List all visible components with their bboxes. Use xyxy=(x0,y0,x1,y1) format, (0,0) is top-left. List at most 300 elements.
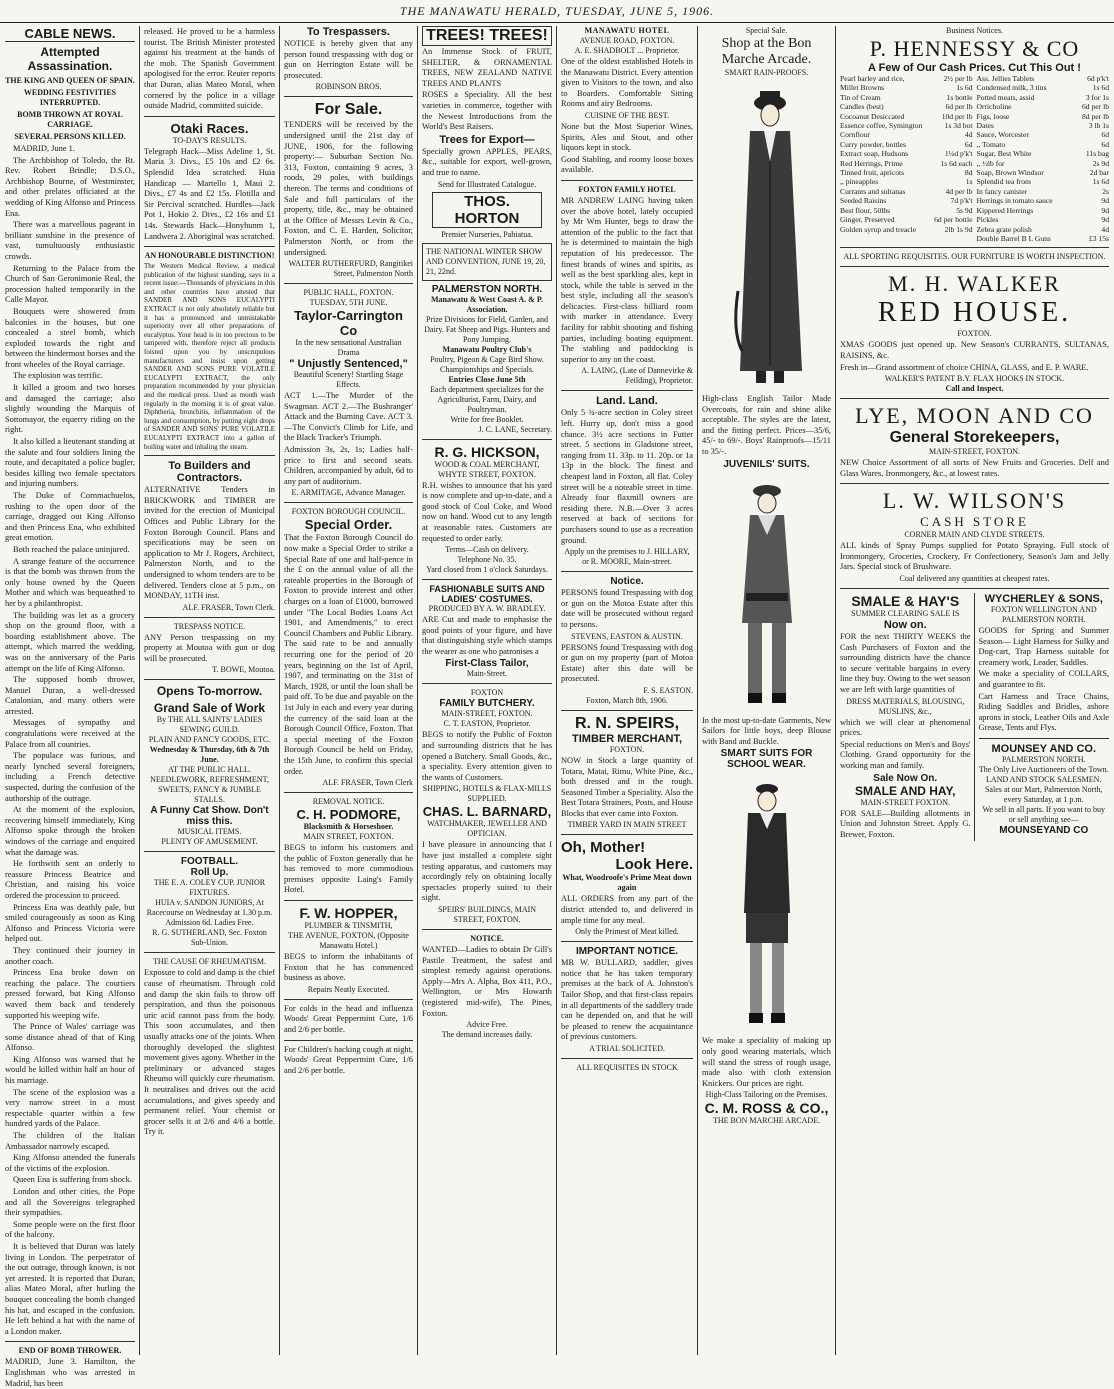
price-value: 3 lb 1s xyxy=(1088,121,1109,131)
paragraph: London and other cities, the Pope and all the Sovereigns telegraphed their sympathies. xyxy=(5,1187,135,1218)
paragraph: The scene of the explosion was a very narrow street in a most respectable quarter within a few hundred yards of the Palace. xyxy=(5,1087,135,1129)
sale-date: Wednesday & Thursday, 6th & 7th June. xyxy=(149,745,270,765)
price-item: Soap, Brown Windsor xyxy=(976,168,1044,178)
lye-address: MAIN-STREET, FOXTON. xyxy=(928,447,1021,457)
price-item: In fancy canister xyxy=(976,186,1028,196)
divider xyxy=(284,283,413,284)
business-notices: Business Notices. xyxy=(946,26,1003,35)
subhead: BOMB THROWN AT ROYAL CARRIAGE. xyxy=(17,110,123,129)
divider xyxy=(5,1341,135,1342)
price-row xyxy=(977,121,1110,130)
paragraph: The supposed bomb thrower, Manuel Duran, a well-dressed Catalonian, and many others were arrested. xyxy=(5,675,135,716)
paragraph: Some people were on the first floor of the balcony. xyxy=(5,1219,135,1240)
palmerston-north: PALMERSTON NORTH. xyxy=(431,283,543,295)
boy-in-sailor-suit-illustration xyxy=(722,473,812,713)
price-item: Orricholine xyxy=(976,102,1012,112)
price-value: 4d per lb xyxy=(945,186,973,196)
hickson-text: R.H. wishes to announce that his yard is now complete and up-to-date, and a good stock of Coal Coke, and Wood now on hand. Wood cut to any length at reasonable rates. Customers are requested to order early. xyxy=(422,480,552,543)
end-heading: END OF BOMB THROWER. xyxy=(18,1346,122,1356)
walker: M. H. WALKER xyxy=(888,271,1061,297)
price-value: 9d xyxy=(1101,196,1109,206)
for-sale-heading: For Sale. xyxy=(314,101,383,119)
drama-sub: In the new sensational Australian Drama xyxy=(295,338,402,358)
price-item: Red Herrings, Prime xyxy=(840,158,903,168)
column-rule xyxy=(279,26,280,1355)
divider xyxy=(840,247,1109,248)
price-value: £3 15s xyxy=(1088,233,1109,243)
public-hall: PUBLIC HALL, FOXTON. xyxy=(303,288,394,298)
main-street-foxton: MAIN-STREET FOXTON. xyxy=(860,797,950,807)
family-hotel-text: MR ANDREW LAING having taken over the above hotel, lately occupied by Mr Wm Hunter, begs to draw the attention of the public to the fact that he is determined to maintain the high reputation of his predecessor. The finest brands of wines and spirits, as well as the best sparkling ales, kept in stock, while the table is served in the best style, including all the season's delicacies. First-class billiard room with marker in attendance. Every facility for rabbit shooting and fishing parties, including boating equipment. The stabling and paddocking is superior to any on the coast. xyxy=(561,195,693,364)
paragraph: Princess Ena broke down on reaching the palace. The courtiers pressed forward, but King Alfonso waved them back and tenderely supported his weeping wife. xyxy=(5,968,135,1020)
easton: C. T. EASTON, Proprietor. xyxy=(443,719,531,729)
removal-notice: REMOVAL NOTICE. xyxy=(312,797,385,807)
poultry-text: Poultry, Pigeon & Cage Bird Show. Championships and Specials. xyxy=(430,354,544,374)
divider xyxy=(422,929,552,930)
cable-news-heading: CABLE NEWS. xyxy=(5,26,135,42)
price-item: Curry powder, bottles xyxy=(840,139,907,149)
special-sale: Special Sale. xyxy=(745,26,788,35)
masthead: THE MANAWATU HERALD, TUESDAY, JUNE 5, 1906. xyxy=(0,0,1114,23)
general-storekeepers: General Storekeepers, xyxy=(889,429,1060,447)
price-row xyxy=(840,93,973,102)
column-rule xyxy=(556,26,557,1355)
price-row xyxy=(977,149,1110,158)
opens-tomorrow: Opens To-morrow. xyxy=(156,684,263,699)
easton-sign: F. S. EASTON. xyxy=(643,685,693,695)
price-item: Condensed milk, 3 tins xyxy=(976,83,1047,93)
price-row xyxy=(840,206,973,215)
divider xyxy=(840,483,1109,484)
price-value: 6d xyxy=(1101,130,1109,140)
price-item: Cornflour xyxy=(840,130,870,140)
requisites: ALL REQUISITES IN STOCK xyxy=(576,1063,678,1072)
price-value: 4d xyxy=(964,130,973,140)
mounsey-address: PALMERSTON NORTH. xyxy=(1001,755,1086,764)
divider xyxy=(561,571,693,572)
divider xyxy=(979,738,1110,739)
price-row xyxy=(840,187,973,196)
acts: ACT 1.—The Murder of the Swagman. ACT 2.—The Bushranger' Attack and the Burning Cave. ACT 3.—The Convict's Climb for Life, and the Black Tracker's Triumph. xyxy=(284,391,413,443)
column-rule xyxy=(417,26,418,1355)
price-row xyxy=(840,74,973,83)
paragraph: The Archbishop of Toledo, the Rt. Rev. Robert Brindle; D.S.O., Archbishop Bourne, of Westminster, and other prelates officiated at the wedding of King Alfonso and Princess Ena. xyxy=(5,155,135,218)
price-row xyxy=(977,196,1110,205)
ap-association: Manawatu & West Coast A. & P. Association. xyxy=(430,294,543,314)
lane-sign: J. C. LANE, Secretary. xyxy=(478,424,552,434)
divider xyxy=(144,116,275,117)
price-value: 1¼d p'k't xyxy=(944,149,973,159)
butchery-text: BEGS to notify the Public of Foxton and surrounding districts that he has opened a Butchery. Small Goods, &c., a speciality. Every attention given to the wants of Customers. xyxy=(422,730,552,782)
call-inspect: Call and Inspect. xyxy=(945,384,1004,394)
poultry-club: Manawatu Poultry Club's xyxy=(442,344,532,354)
price-value: 8d xyxy=(964,168,973,178)
price-row xyxy=(977,83,1110,92)
first-class-tailor: First-Class Tailor, xyxy=(445,658,529,670)
notice-heading: NOTICE. xyxy=(470,934,504,943)
wycherley-mounsey-ads xyxy=(979,593,1110,841)
price-value: 1s 6d xyxy=(1092,177,1109,187)
speirs-buildings: SPEIRS' BUILDINGS, MAIN STREET, FOXTON. xyxy=(437,905,537,924)
price-row xyxy=(977,130,1110,139)
price-value: 9d xyxy=(1101,215,1109,225)
price-value: 6d per bottle xyxy=(934,215,973,225)
price-value: 10d per lb xyxy=(941,111,973,121)
price-item: Millet Browns xyxy=(840,83,885,93)
lye-text: NEW Choice Assortment of all sorts of New Fruits and Groceries. Delf and Glass Wares, Ironmongery, &c., at lowest rates. xyxy=(840,458,1109,478)
price-value: 2s 9d xyxy=(1092,158,1109,168)
price-value: 6d xyxy=(964,139,973,149)
article-body xyxy=(5,144,135,1337)
wilson-corner: CORNER MAIN AND CLYDE STREETS. xyxy=(904,530,1045,540)
price-row xyxy=(977,225,1110,234)
trespass-text: ANY Person trespassing on my property at Moutoa with gun or dog will be prosecuted. xyxy=(144,632,275,663)
hennessy: P. HENNESSY & CO xyxy=(869,36,1080,61)
divider xyxy=(144,679,275,680)
motoa-sign: STEVENS, EASTON & AUSTIN. xyxy=(571,631,683,641)
boy-in-school-suit-illustration xyxy=(722,773,812,1033)
advance-manager: E. ARMITAGE, Advance Manager. xyxy=(291,488,406,498)
notice-date: Foxton, March 8th, 1906. xyxy=(586,695,668,705)
price-row xyxy=(977,74,1110,83)
column-business-notices xyxy=(837,26,1112,1355)
price-value: 3 for 1s xyxy=(1085,92,1109,102)
paragraph: There was a marvellous pageant in brilliant sunshine in the presence of vast, tumultuously enthusiastic crowds. xyxy=(5,220,135,261)
oh-mother: Oh, Mother! xyxy=(561,839,646,857)
winter-show: THE NATIONAL WINTER SHOW AND CONVENTION, JUNE 19, 20, 21, 22nd. xyxy=(422,243,552,281)
paragraph: The Duke of Cornmachuelos, rushing to the open door of the carriage, dragged out King Alfonso and then Princess Ena, who exhibited great emotion. xyxy=(5,491,135,543)
trial-solicited: A TRIAL SOLICITED. xyxy=(589,1044,665,1053)
divider xyxy=(284,900,413,901)
paragraph: The explosion was terrific. xyxy=(13,371,103,381)
price-item: Dates xyxy=(976,121,994,131)
column-6-bon-marche xyxy=(699,26,834,1355)
subhead: THE KING AND QUEEN OF SPAIN. xyxy=(5,76,135,85)
sale-now-on: Sale Now On. xyxy=(873,772,938,784)
price-list xyxy=(840,74,1109,243)
price-value: 11s bag xyxy=(1085,149,1109,159)
price-value: 1s 3d bot xyxy=(944,121,973,131)
look-here: Look Here. xyxy=(615,856,693,874)
hotel-address: AVENUE ROAD, FOXTON. xyxy=(579,36,675,45)
price-value: 6d p'k't xyxy=(1087,74,1109,83)
special-order: Special Order. xyxy=(304,517,393,533)
motoa-notice: PERSONS found Trespassing with dog or gun on the Motoa Estate after this date will be prosecuted without regard to persons. xyxy=(561,588,693,629)
free-booklet: Write for free Booklet. xyxy=(450,414,524,424)
reductions: Special reductions on Men's and Boys' Clothing. Grand opportunity for the working man and family. xyxy=(840,739,971,770)
price-value: 6d per lb xyxy=(945,102,973,112)
school-suits: SMART SUITS FOR SCHOOL WEAR. xyxy=(720,748,813,771)
price-item: Seeded Raisins xyxy=(840,196,887,206)
price-value: 1s 6d each xyxy=(940,158,973,168)
blacksmith: Blacksmith & Horseshoer. xyxy=(303,822,394,832)
divider xyxy=(144,851,275,852)
price-value: 9d xyxy=(1101,205,1109,215)
watchmaker: WATCHMAKER, JEWELLER AND OPTICIAN. xyxy=(427,819,547,839)
cat-show: A Funny Cat Show. Don't miss this. xyxy=(150,805,269,828)
price-value: 7d p'k't xyxy=(950,196,973,206)
price-item: Essence coffee, Symington xyxy=(840,121,923,131)
cm-ross: C. M. ROSS & CO., xyxy=(704,1100,829,1117)
cuisine: CUISINE OF THE BEST. xyxy=(584,110,670,120)
mounsey-sign: MOUNSEYAND CO xyxy=(999,825,1089,836)
paragraph: The building was let as a grocery shop on the ground floor, with a boarding establishment above. The attempt, which marred the wedding, was on the anniversary of the Paris attempt on the life of King Alfonso. xyxy=(5,610,135,673)
trees-export: Trees for Export— xyxy=(439,133,535,146)
thos-horton: THOS. HORTON xyxy=(432,192,542,228)
catalogue: Send for Illustrated Catalogue. xyxy=(437,179,537,189)
repairs: Repairs Neatly Executed. xyxy=(307,984,390,994)
price-item: ,, ½lb for xyxy=(976,158,1005,168)
taylor-carrington: Taylor-Carrington Co xyxy=(294,308,403,339)
high-class-tailoring: High-Class Tailoring on the Premises. xyxy=(705,1090,828,1100)
assoc-text: Prize Divisions for Field, Garden, and Dairy. Fat Sheep and Pigs. Hunters and Pony Jumping. xyxy=(424,314,550,344)
price-item: Extract soap, Hudsons xyxy=(840,149,909,159)
wycherley: WYCHERLEY & SONS, xyxy=(984,593,1103,606)
column-4 xyxy=(419,26,555,1355)
mounsey: MOUNSEY AND CO. xyxy=(991,743,1096,755)
football-heading: FOOTBALL. xyxy=(180,856,239,868)
sporting-requisites: ALL SPORTING REQUISITES. OUR FURNITURE IS WORTH INSPECTION. xyxy=(843,252,1106,262)
paragraph: Both reached the palace uninjured. xyxy=(13,544,130,554)
robinson-bros: ROBINSON BROS. xyxy=(315,82,382,92)
divider xyxy=(284,999,413,1000)
price-item: Splendid tea from xyxy=(976,177,1031,187)
divider xyxy=(144,455,275,456)
paragraph: He forthwith sent an orderly to reassure Princess Beatrice and Christian, and raising his voice ordered the procession to proceed. xyxy=(5,859,135,900)
sale-place: AT THE PUBLIC HALL. xyxy=(168,765,251,775)
smale-hay-ad xyxy=(840,593,975,841)
price-row xyxy=(840,215,973,224)
woodroofe: What, Woodroofe's Prime Meat down again xyxy=(562,873,692,893)
price-value: 6d xyxy=(1101,139,1109,149)
price-item: Potted meats, assid xyxy=(976,92,1035,102)
divider xyxy=(840,588,1109,589)
hotel-text: One of the oldest established Hotels in the Manawatu District. Every attention given to Visitors to the town, and also to Boarders. Comfortable Sitting Rooms and airy Bedrooms. xyxy=(561,57,693,109)
export-text: Specially grown APPLES, PEARS, &c., suitable for export, well-grown, and true to name. xyxy=(422,146,552,177)
column-3 xyxy=(281,26,416,1355)
column-5 xyxy=(558,26,696,1355)
laing-sign: A. LAING, (Late of Dannevirke & Feilding), Proprietor. xyxy=(581,366,693,386)
price-row xyxy=(977,215,1110,224)
cuisine-text: None but the Most Superior Wines, Spirits, Ales and Stout, and other liquors kept in stock. xyxy=(561,121,693,153)
wilson: L. W. WILSON'S xyxy=(882,488,1067,514)
price-item: Zebra grate polish xyxy=(976,224,1032,234)
price-row xyxy=(840,196,973,205)
price-row xyxy=(977,102,1110,111)
price-row xyxy=(977,187,1110,196)
paragraph: Messages of sympathy and congratulations were received at the Palace from all countries. xyxy=(5,718,135,749)
for-sale-text: TENDERS will be received by the undersigned until the 21st day of JUNE, 1906, for the following property:— Suburban Section No. 313, Foxton, containing 9 acres, 3 roods, 29 poles, with buildings thereon. The terms and conditions of Sale and full particulars of the property, title, &c., may be obtained at the Office of Messrs Levin & Co., Foxton, and C. E. Harden, Solicitor, Palmerston North, or from the undersigned. xyxy=(284,120,413,257)
price-value: 5s 9d xyxy=(956,205,973,215)
paragraph: Queen Ena is suffering from shock. xyxy=(13,1175,132,1185)
admission: Admission 6d. Ladies Free. xyxy=(165,918,254,928)
builders-text: ALTERNATIVE Tenders in BRICKWORK and TIMBER are invited for the erection of Municipal Offices and Public Library for the Foxton Borough Council. Plans and specifications may be seen on application to Mr J. Rogers, Architect, Palmerston North, and to the undersigned to whom tenders are to be delivered. Tenders close at 5 p.m., on MONDAY, 11TH inst. xyxy=(144,485,275,601)
price-row xyxy=(977,168,1110,177)
plumber: PLUMBER & TINSMITH, xyxy=(304,921,393,931)
advice-free: Advice Free. xyxy=(466,1020,508,1030)
column-cable-news xyxy=(2,26,138,1388)
price-row xyxy=(977,177,1110,186)
coal-delivered: Coal delivered any quantities at cheapest rates. xyxy=(899,574,1050,584)
hickson-address: WHYTE STREET, FOXTON. xyxy=(438,469,536,479)
price-value: 2lb 1s 9d xyxy=(944,224,973,234)
theatre-admission: Admission 3s, 2s, 1s; Ladies half-price to first and second seats. Children, accompanied by adult, 6d to any part of auditorium. xyxy=(284,445,413,486)
butchery-address: MAIN-STREET, FOXTON. xyxy=(441,709,533,719)
price-row xyxy=(840,168,973,177)
column-rule xyxy=(139,26,140,1355)
rheumatism-text: Exposure to cold and damp is the chief cause of rheumatism. Through cold and damp the skin fails to throw off perspiration, and thus the poisonous uric acid cannot pass from the body. This soon accumulates, and then usually attacks one of the joints. When thoroughly developed the slightest movement gives agony. Whether in the preliminary or advanced stages Rheumo will quickly cure rheumatism. It neutralises and drives out the acid accumulations, and gives speedy and permanent relief. Your chemist or grocer sells it at 2/6 and 4/6 a bottle. Try it. xyxy=(144,968,275,1137)
paragraph: Returning to the Palace from the Church of San Geronimonie Real, the procession halted temporarily in the Calle Mayor. xyxy=(5,263,135,305)
rutherfurd-sign: WALTER RUTHERFURD, Rangitikei Street, Palmerston North xyxy=(288,259,413,279)
price-row xyxy=(977,234,1110,243)
price-row xyxy=(840,83,973,92)
wycherley-address: FOXTON WELLINGTON AND PALMERSTON NORTH. xyxy=(990,605,1097,625)
barnard: CHAS. L. BARNARD, xyxy=(422,804,552,820)
price-item: Double Barrel B L Guns xyxy=(976,233,1051,243)
family-hotel: FOXTON FAMILY HOTEL xyxy=(578,184,676,194)
nurseries: Premier Nurseries, Pahiatua. xyxy=(441,229,533,239)
paragraph: At the moment of the explosion, recovering himself immediately, King Alfonso spoke through the broken windows of the carriage and enquired what the damage was. xyxy=(5,805,135,857)
speirs-text: NOW in Stock a large quantity of Totara, Matai, Rimu, White Pine, &c., both dressed and in the rough. Seasoned Timber a Speciality. Also the Best Totara Strainers, Posts, and House Blocks that ever came into Foxton. xyxy=(561,755,693,818)
price-item: Best flour, 50lbs xyxy=(840,205,891,215)
price-value: 2½ per lb xyxy=(943,74,973,83)
price-item: Sugar, Best White xyxy=(976,149,1032,159)
xmas-goods: XMAS GOODS just opened up. New Season's CURRANTS, SULTANAS, RAISINS, &c. xyxy=(840,340,1109,360)
telephone: Telephone No. 35. xyxy=(457,555,517,565)
entries-text: Each department specializes for the Agriculturist, Farm, Dairy, and Poultryman. xyxy=(430,384,544,414)
bon-marche-arcade: THE BON MARCHE ARCADE. xyxy=(712,1116,821,1126)
podmore: C. H. PODMORE, xyxy=(296,807,401,823)
sale-sub: By THE ALL SAINTS' LADIES SEWING GUILD. xyxy=(156,715,263,735)
divider xyxy=(144,246,275,247)
trespass-heading: TRESPASS NOTICE. xyxy=(173,621,246,631)
roll-up: Roll Up. xyxy=(190,867,229,879)
cash-prices: A Few of Our Cash Prices. Cut This Out ! xyxy=(868,62,1081,74)
price-value: 1s 6d xyxy=(956,83,973,93)
paragraph: King Alfonso was warned that he would be killed within half an hour of his marriage. xyxy=(5,1054,135,1086)
otaki-heading: Otaki Races. xyxy=(170,120,249,136)
price-row xyxy=(840,177,973,186)
subhead: SEVERAL PERSONS KILLED. xyxy=(14,132,126,141)
column-rule xyxy=(835,26,836,1355)
rheumatism-heading: THE CAUSE OF RHEUMATISM. xyxy=(153,957,266,967)
price-item: Cocoanut Desiccated xyxy=(840,111,905,121)
price-item: Tin of Cream xyxy=(840,92,881,102)
divider xyxy=(840,398,1109,399)
easton-notice: PERSONS found Trespassing with dog or gun on my property (part of Motoa Estate) after this date will be prosecuted. xyxy=(561,642,693,684)
trees-text: An Immense Stock of FRUIT, SHELTER, & ORNAMENTAL TREES, NEW ZEALAND NATIVE TREES AND PLANTS xyxy=(422,47,552,88)
man-in-overcoat-illustration xyxy=(712,81,822,391)
stabling: Good Stabling, and roomy loose boxes available. xyxy=(561,154,693,175)
price-row xyxy=(977,159,1110,168)
land-heading: Land. Land. xyxy=(596,395,658,408)
column-rule xyxy=(697,26,698,1355)
divider xyxy=(561,834,693,835)
divider xyxy=(144,952,275,953)
divider xyxy=(840,266,1109,267)
trespassers-text: NOTICE is hereby given that any person found trespassing with dog or gun on Herrington Estate will be prosecuted. xyxy=(284,39,413,80)
price-item: ,, pineapples xyxy=(840,177,879,187)
price-item: Kippered Herrings xyxy=(976,205,1034,215)
price-row xyxy=(840,112,973,121)
cash-store: CASH STORE xyxy=(920,514,1029,530)
summer-sale: SUMMER CLEARING SALE IS xyxy=(851,609,960,619)
divider xyxy=(284,1040,413,1041)
builders-heading: To Builders and Contractors. xyxy=(168,460,251,485)
price-row xyxy=(840,121,973,130)
price-row xyxy=(840,130,973,139)
podmore-text: BEGS to inform his customers and the public of Foxton generally that he has removed to more commodious premises opposite Laing's Family Hotel. xyxy=(284,843,413,895)
hopper-text: BEGS to inform the inhabitants of Foxton that he has commenced business as above. xyxy=(284,952,413,983)
fraser-sign: ALF. FRASER, Town Clerk xyxy=(322,778,413,788)
building-allotments: FOR SALE—Building allotments in Union and Johnston Street. Apply G. Brewer, Foxton. xyxy=(840,808,971,839)
dress-materials: DRESS MATERIALS, BLOUSING, MUSLINS, &c., xyxy=(846,696,965,716)
huia-sandon: HUIA v. SANDON JUNIORS, At Racecourse on Wednesday at 1.30 p.m. xyxy=(146,898,273,918)
price-row xyxy=(977,93,1110,102)
foxton-label: FOXTON xyxy=(470,688,504,698)
flax-hooks: WALKER'S PATENT B.Y. FLAX HOOKS IN STOCK. xyxy=(884,374,1065,384)
price-item: Herrings in tomato sauce xyxy=(976,196,1053,206)
honour-text: The Western Medical Review, a medical publication of the highest standing, says in a recent issue:—Thousands of physicians in this and other countries have attested that SANDER AND SONS EUCALYPTI EXTRACT is not only absolutely reliable but it has a pronounced and unmistakable superiority over all other preparations of eucalyptus. Your head is in too precious to be tampered with, therefore reject all products foisted upon you by unscrupulous manufacturers and insist upon getting SANDER AND SONS PURE VOLATILE EUCALYPTI EXTRACT, the only preparation recommended by your physician and the medical press. Used as mouth wash regularly in the morning it is of great value. Diphtheria, bronchitis, inflammation of the lungs and consumption, by putting eight drops of SANDER AND SONS' PURE VOLATILE EUCALYPTI EXTRACT into a gallon of boiling water and inhaling the steam. xyxy=(144,262,275,451)
paragraph: MADRID, June 1. xyxy=(13,144,75,153)
divider xyxy=(284,792,413,793)
timber-merchant: TIMBER MERCHANT, xyxy=(572,732,682,745)
divider xyxy=(284,502,413,503)
assassination-title: Attempted Assassination. xyxy=(27,45,113,73)
price-item: ,, Tomato xyxy=(976,139,1006,149)
important-notice: IMPORTANT NOTICE. xyxy=(575,946,679,958)
barnard-text: I have pleasure in announcing that I have just installed a complete sight testing apparatus, and customers may accordingly rely on obtaining locally spectacles properly suited to their sight. xyxy=(422,840,552,903)
price-row xyxy=(840,102,973,111)
wood-coal: WOOD & COAL MERCHANT, xyxy=(434,459,540,469)
price-row xyxy=(977,206,1110,215)
terms: Terms—Cash on delivery. xyxy=(445,545,529,555)
plenty-amusement: PLENTY OF AMUSEMENT. xyxy=(161,837,258,847)
honour-heading: AN HONOURABLE DISTINCTION! xyxy=(144,251,275,261)
price-row xyxy=(840,159,973,168)
now-on: Now on. xyxy=(883,619,927,632)
entries-close: Entries Close June 5th xyxy=(448,374,526,384)
paragraph: King Alfonso attended the funerals of the victims of the explosion. xyxy=(5,1153,135,1173)
demand: The demand increases daily. xyxy=(441,1030,533,1040)
smale-and-hay: SMALE AND HAY, xyxy=(855,783,956,798)
family-butchery: FAMILY BUTCHERY. xyxy=(439,698,535,710)
hickson: R. G. HICKSON, xyxy=(434,443,540,460)
cart-harness: Cart Harness and Trace Chains, Riding Saddles and Bridles, ashore aprons in stock, Leather Oils and Axle Grease, Tents and Flys. xyxy=(978,691,1109,733)
subhead: WEDDING FESTIVITIES INTERRUPTED. xyxy=(23,88,117,107)
bottom-split xyxy=(840,593,1109,841)
smale-text: FOR the next THIRTY WEEKS the Cash Purchasers of Foxton and the surrounding districts have the chance to secure veritable bargains in every line they buy. Owing to the wet season we are left with large quantities of xyxy=(840,632,971,695)
primest-meat: Only the Primest of Meat killed. xyxy=(575,927,679,937)
hopper: F. W. HOPPER, xyxy=(299,905,398,922)
divider xyxy=(422,579,552,580)
sale-goods: PLAIN AND FANCY GOODS, ETC. xyxy=(148,735,271,745)
price-value: 4d xyxy=(1101,224,1109,234)
shadbolt: A. E. SHADBOLT ... Proprietor. xyxy=(574,46,680,55)
price-item: Figs, loose xyxy=(976,111,1010,121)
notice-text: WANTED—Ladies to obtain Dr Gill's Pastile Treatment, the safest and simplest remedy against operations. Apply—Mrs A. Alpha, Box 411, P.O., Wellington, or Mrs Howarth (registered mid-wife), The Pines, Foxton. xyxy=(422,945,552,1018)
manawatu-hotel: MANAWATU HOTEL xyxy=(584,26,670,35)
hall-date: TUESDAY, 5TH JUNE. xyxy=(309,298,388,308)
smale-hay: SMALE & HAY'S xyxy=(851,593,960,610)
price-value: 2d bar xyxy=(1089,168,1109,178)
bullard-text: MR W. BULLARD, saddler, gives notice that he has taken temporary premises at the back of A. Johnston's Tailor Shop, and that first-class repairs in all departments of the saddlery trade can be depended on, and that he will be pleased to renew the acquaintance of previous customers. xyxy=(561,958,693,1042)
price-row xyxy=(840,225,973,234)
wilson-text: ALL kinds of Spray Pumps supplied for Potato Spraying. Full stock of Ironmongery, Groceries, Crockery, Fr Confectionery, Season's Jam and Jelly Jars. Special stock of Brushware. xyxy=(840,541,1109,572)
unjustly-sentenced: " Unjustly Sentenced," xyxy=(289,358,408,371)
land-text: Only 5 ¾-acre section in Coley street left. Hurry up, don't miss a good chance. 3½ acre sections in Futter street. 5 sections in Gladstone street, ranging from 11. 33p. to 11. 20p. or 1a 13p in the block. The finest and cheapest land in Foxton, all flat. Coley street will be a noteable street in time. Already four flaxmill owners are residing there. N.B.—Over 3 acres reserved at back of sections for purchasers sound to use as a recreation ground. xyxy=(561,408,693,545)
price-item: Currants and sultanas xyxy=(840,186,906,196)
